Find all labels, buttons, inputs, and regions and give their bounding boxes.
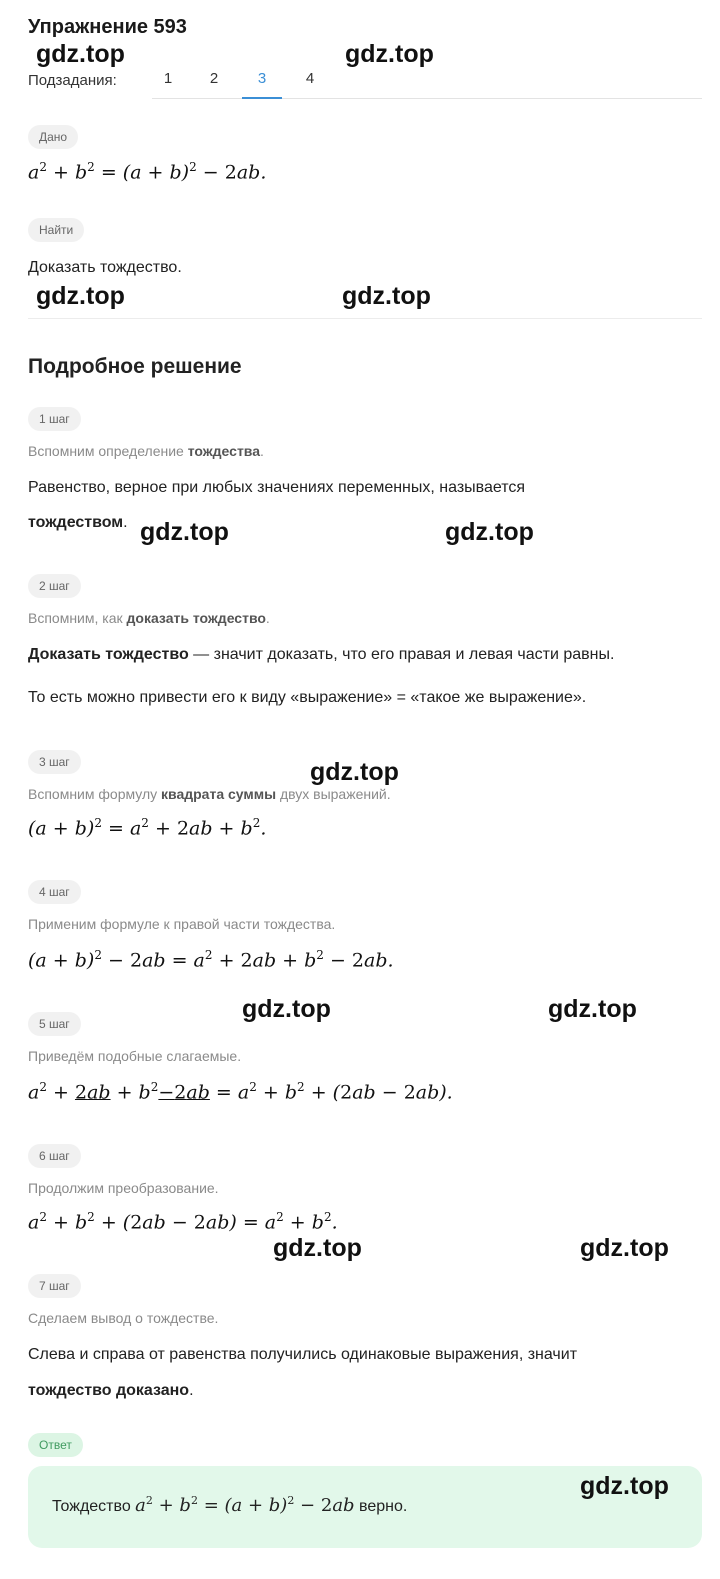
- answer-label: Ответ: [28, 1433, 83, 1457]
- watermark: gdz.top: [273, 1234, 362, 1262]
- section-divider: [28, 318, 702, 319]
- step-3-formula: $(a + b)^2 = a^2 + 2ab + b^2$.: [28, 816, 267, 840]
- step-5-hint: Приведём подобные слагаемые.: [28, 1048, 242, 1064]
- step-2-text-2: То есть можно привести его к виду «выражение» = «такое же выражение».: [28, 689, 587, 706]
- watermark: gdz.top: [548, 995, 637, 1023]
- step-1-label: 1 шаг: [28, 407, 81, 431]
- watermark: gdz.top: [345, 40, 434, 68]
- page-title: Упражнение 593: [28, 16, 187, 38]
- step-2-text: Доказать тождество — значит доказать, что его правая и левая части равны.: [28, 646, 615, 663]
- tab-subtask-3[interactable]: 3: [257, 70, 267, 87]
- step-3-label: 3 шаг: [28, 750, 81, 774]
- find-text: Доказать тождество.: [28, 259, 182, 276]
- given-label: Дано: [28, 125, 78, 149]
- step-6-label: 6 шаг: [28, 1144, 81, 1168]
- step-7-text-2: тождество доказано.: [28, 1382, 194, 1399]
- find-label: Найти: [28, 218, 84, 242]
- step-1-text: Равенство, верное при любых значениях переменных, называется: [28, 479, 526, 496]
- active-tab-indicator: [242, 97, 282, 99]
- tabs-divider: [152, 98, 702, 99]
- watermark: gdz.top: [580, 1472, 669, 1500]
- step-1-text-2: тождеством.: [28, 514, 128, 531]
- step-1-hint: Вспомним определение тождества.: [28, 443, 264, 459]
- step-3-hint: Вспомним формулу квадрата суммы двух выражений.: [28, 786, 391, 802]
- watermark: gdz.top: [242, 995, 331, 1023]
- step-2-label: 2 шаг: [28, 574, 81, 598]
- step-5-label: 5 шаг: [28, 1012, 81, 1036]
- tab-subtask-2[interactable]: 2: [209, 70, 219, 87]
- solution-title: Подробное решение: [28, 355, 242, 378]
- watermark: gdz.top: [36, 40, 125, 68]
- step-7-text: Слева и справа от равенства получились одинаковые выражения, значит: [28, 1346, 578, 1363]
- tab-subtask-4[interactable]: 4: [305, 70, 315, 87]
- step-2-hint: Вспомним, как доказать тождество.: [28, 610, 270, 626]
- subtasks-label: Подзадания:: [28, 72, 117, 89]
- given-formula: $a^2 + b^2 = (a + b)^2 - 2ab$.: [28, 160, 267, 184]
- watermark: gdz.top: [580, 1234, 669, 1262]
- step-6-hint: Продолжим преобразование.: [28, 1180, 219, 1196]
- step-4-formula: $(a + b)^2 - 2ab = a^2 + 2ab + b^2 - 2ab$.: [28, 948, 394, 972]
- watermark: gdz.top: [445, 518, 534, 546]
- watermark: gdz.top: [36, 282, 125, 310]
- step-4-hint: Применим формуле к правой части тождества.: [28, 916, 336, 932]
- step-7-label: 7 шаг: [28, 1274, 81, 1298]
- step-5-formula: $a^2 + 2ab + b^2-2ab = a^2 + b^2 + (2ab - 2ab)$.: [28, 1080, 453, 1104]
- watermark: gdz.top: [310, 758, 399, 786]
- step-6-formula: $a^2 + b^2 + (2ab - 2ab) = a^2 + b^2$.: [28, 1210, 338, 1234]
- watermark: gdz.top: [342, 282, 431, 310]
- step-4-label: 4 шаг: [28, 880, 81, 904]
- tab-subtask-1[interactable]: 1: [163, 70, 173, 87]
- answer-text: Тождество $a^2 + b^2 = (a + b)^2 - 2ab$ верно.: [52, 1494, 408, 1516]
- step-7-hint: Сделаем вывод о тождестве.: [28, 1310, 219, 1326]
- watermark: gdz.top: [140, 518, 229, 546]
